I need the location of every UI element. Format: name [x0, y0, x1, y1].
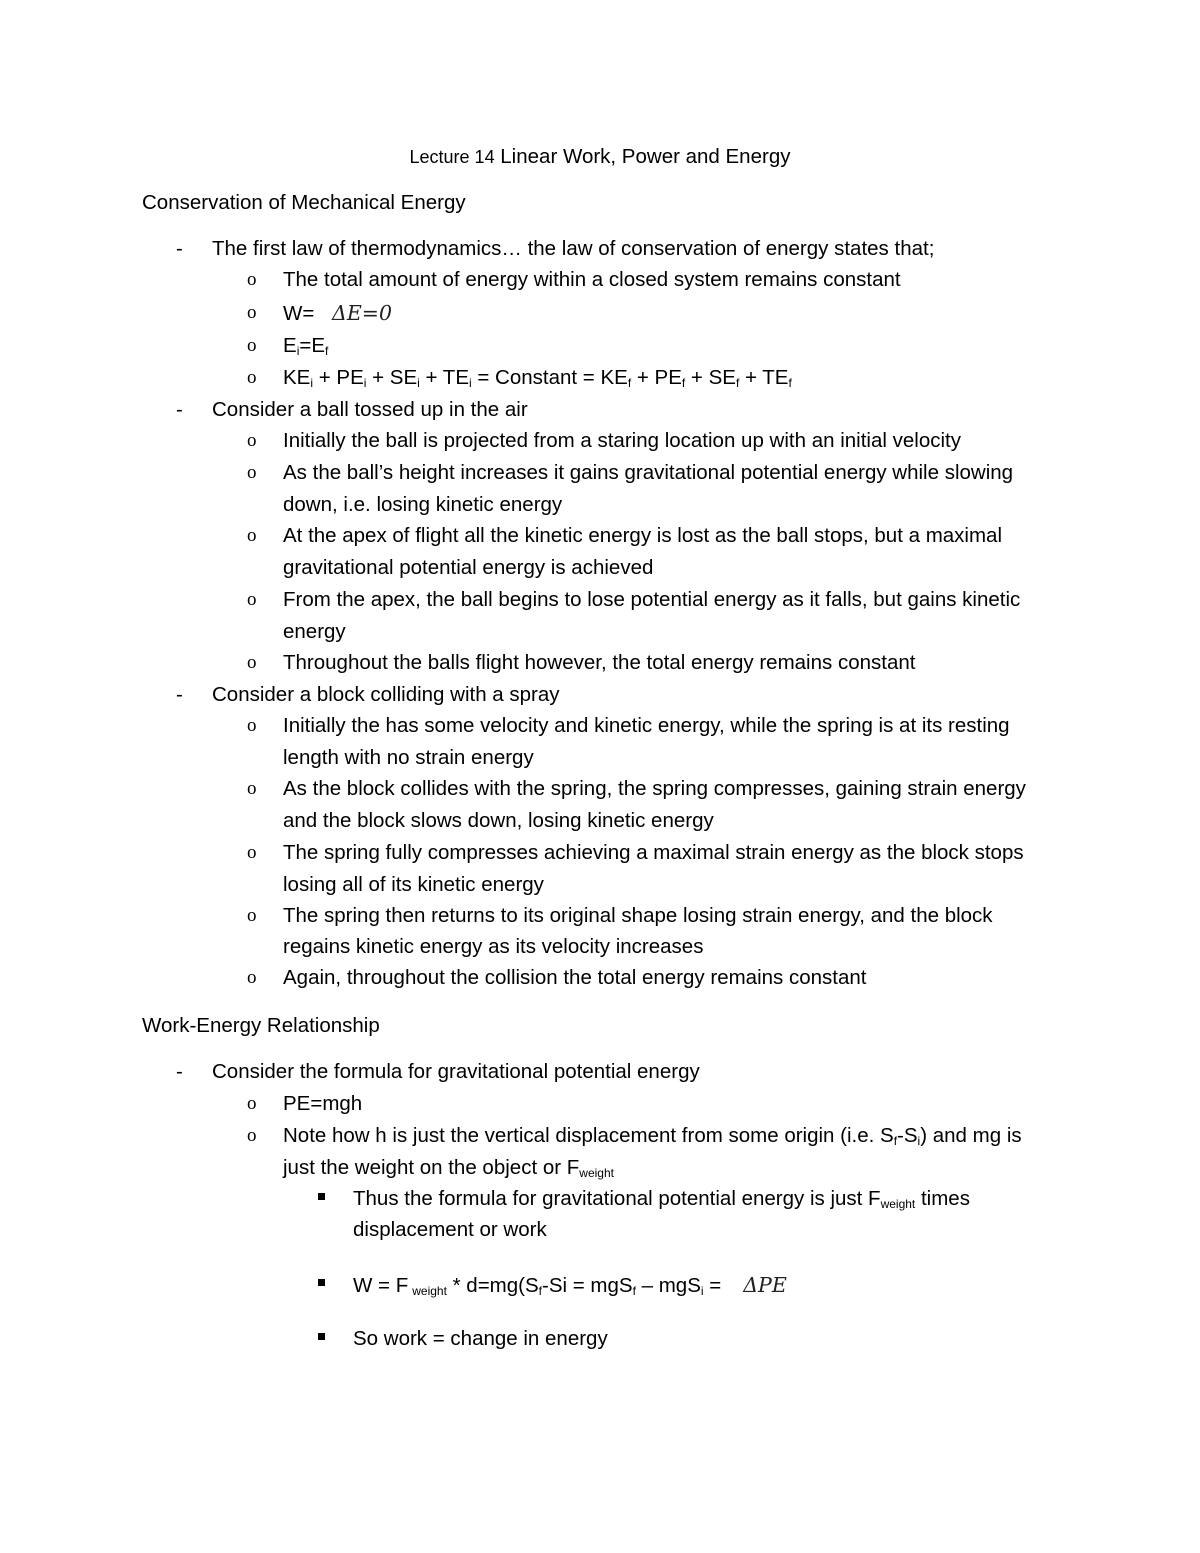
- weight-sub: weight: [412, 1284, 447, 1298]
- w-sub: f: [632, 1284, 636, 1298]
- weight-sub: weight: [880, 1197, 916, 1211]
- eq-text: + TE: [739, 366, 789, 389]
- pe-formula: PE=mgh: [283, 1092, 363, 1115]
- circle-bullet: o: [247, 367, 257, 388]
- w-text: – mgS: [635, 1274, 701, 1297]
- eq-sub: i: [310, 376, 314, 390]
- eq-sub: f: [325, 344, 329, 358]
- eq-sub: i: [417, 376, 420, 390]
- eq-sub: i: [469, 376, 472, 390]
- ball-sub-3a: At the apex of flight all the kinetic energy is lost as the ball stops, but a maximal: [283, 524, 1003, 547]
- ball-sub-3b: gravitational potential energy is achieved: [283, 556, 654, 579]
- eq-text: + PE: [313, 366, 364, 389]
- circle-bullet: o: [247, 525, 257, 546]
- circle-bullet: o: [247, 589, 257, 610]
- circle-bullet: o: [247, 302, 257, 323]
- first-law-sub-1: The total amount of energy within a closed system remains constant: [283, 268, 901, 291]
- eq-text: =E: [299, 334, 326, 357]
- first-law-item: The first law of thermodynamics… the law of conservation of energy states that;: [212, 237, 935, 260]
- block-item: Consider a block colliding with a spray: [212, 683, 560, 706]
- circle-bullet: o: [247, 462, 257, 483]
- circle-bullet: o: [247, 967, 257, 988]
- ball-sub-1: Initially the ball is projected from a staring location up with an initial velocity: [283, 429, 961, 452]
- section-heading-work-energy: Work-Energy Relationship: [142, 1014, 380, 1037]
- block-sub-1a: Initially the has some velocity and kinetic energy, while the spring is at its resting: [283, 714, 1010, 737]
- first-law-sub-4: [283, 364, 792, 392]
- block-sub-2a: As the block collides with the spring, the spring compresses, gaining strain energy: [283, 777, 1026, 800]
- circle-bullet: o: [247, 778, 257, 799]
- dash-bullet: -: [176, 683, 183, 706]
- note-text: ) and mg is: [920, 1124, 1022, 1147]
- ball-sub-4a: From the apex, the ball begins to lose potential energy as it falls, but gains kinetic: [283, 588, 1021, 611]
- eq-sub: f: [681, 376, 686, 390]
- circle-bullet: o: [247, 652, 257, 673]
- w-sub: i: [700, 1284, 704, 1298]
- w-text: W = F: [353, 1274, 409, 1297]
- note-sub: f: [893, 1134, 898, 1148]
- note-text: just the weight on the object or F: [283, 1156, 580, 1179]
- dash-bullet: -: [176, 237, 183, 260]
- so-work-line: So work = change in energy: [353, 1327, 608, 1350]
- ball-sub-4b: energy: [283, 620, 346, 643]
- eq-text: + PE: [631, 366, 682, 389]
- thus-text: times: [915, 1187, 970, 1210]
- circle-bullet: o: [247, 842, 257, 863]
- ball-sub-2b: down, i.e. losing kinetic energy: [283, 493, 563, 516]
- work-equation-line: [353, 1271, 787, 1300]
- note-line-b: [283, 1154, 614, 1182]
- lecture-number: Lecture 14: [409, 147, 495, 167]
- circle-bullet: o: [247, 430, 257, 451]
- square-bullet: [318, 1279, 325, 1286]
- block-sub-5: Again, throughout the collision the total energy remains constant: [283, 966, 867, 989]
- note-sub: i: [917, 1134, 921, 1148]
- eq-sub: f: [627, 376, 632, 390]
- thus-text: Thus the formula for gravitational potential energy is just F: [353, 1187, 881, 1210]
- w-text: * d=mg(S: [446, 1274, 539, 1297]
- first-law-sub-3: [283, 332, 328, 360]
- thus-line-b: displacement or work: [353, 1218, 547, 1241]
- circle-bullet: o: [247, 1093, 257, 1114]
- eq-sub: i: [296, 344, 300, 358]
- eq-text: + SE: [366, 366, 418, 389]
- block-sub-2b: and the block slows down, losing kinetic energy: [283, 809, 714, 832]
- note-line-a: [283, 1122, 1022, 1150]
- square-bullet: [318, 1193, 325, 1200]
- eq-text: = Constant = KE: [471, 366, 628, 389]
- note-text: -S: [897, 1124, 918, 1147]
- ball-sub-5: Throughout the balls flight however, the total energy remains constant: [283, 651, 916, 674]
- dash-bullet: -: [176, 1060, 183, 1083]
- first-law-sub-2: [283, 299, 392, 328]
- section-heading-conservation: Conservation of Mechanical Energy: [142, 191, 466, 214]
- circle-bullet: o: [247, 1125, 257, 1146]
- w-text: =: [703, 1274, 722, 1297]
- square-bullet: [318, 1333, 325, 1340]
- delta-pe: ΔPE: [743, 1273, 787, 1297]
- block-sub-4a: The spring then returns to its original shape losing strain energy, and the block: [283, 904, 993, 927]
- eq-sub: f: [788, 376, 792, 390]
- block-sub-4b: regains kinetic energy as its velocity increases: [283, 935, 704, 958]
- circle-bullet: o: [247, 715, 257, 736]
- consider-pe-item: Consider the formula for gravitational potential energy: [212, 1060, 700, 1083]
- w-text: -Si = mgS: [542, 1274, 633, 1297]
- weight-sub: weight: [579, 1166, 614, 1180]
- note-text: Note how h is just the vertical displacement from some origin (i.e. S: [283, 1124, 894, 1147]
- circle-bullet: o: [247, 269, 257, 290]
- delta-e-equation: ΔE=0: [332, 301, 393, 325]
- dash-bullet: -: [176, 398, 183, 421]
- eq-sub: i: [363, 376, 367, 390]
- ball-sub-2a: As the ball’s height increases it gains gravitational potential energy while slowing: [283, 461, 1014, 484]
- eq-text: + TE: [419, 366, 470, 389]
- ball-item: Consider a ball tossed up in the air: [212, 398, 528, 421]
- eq-sub: f: [735, 376, 740, 390]
- block-sub-3b: losing all of its kinetic energy: [283, 873, 544, 896]
- circle-bullet: o: [247, 905, 257, 926]
- block-sub-1b: length with no strain energy: [283, 746, 534, 769]
- eq-text: + SE: [685, 366, 736, 389]
- work-eq-prefix: W=: [283, 302, 315, 325]
- eq-text: E: [283, 334, 297, 357]
- page-title: [0, 143, 1200, 171]
- block-sub-3a: The spring fully compresses achieving a maximal strain energy as the block stops: [283, 841, 1024, 864]
- circle-bullet: o: [247, 335, 257, 356]
- thus-line-a: [353, 1185, 970, 1213]
- lecture-topic: Linear Work, Power and Energy: [500, 145, 791, 168]
- eq-text: KE: [283, 366, 311, 389]
- w-sub: f: [538, 1284, 542, 1298]
